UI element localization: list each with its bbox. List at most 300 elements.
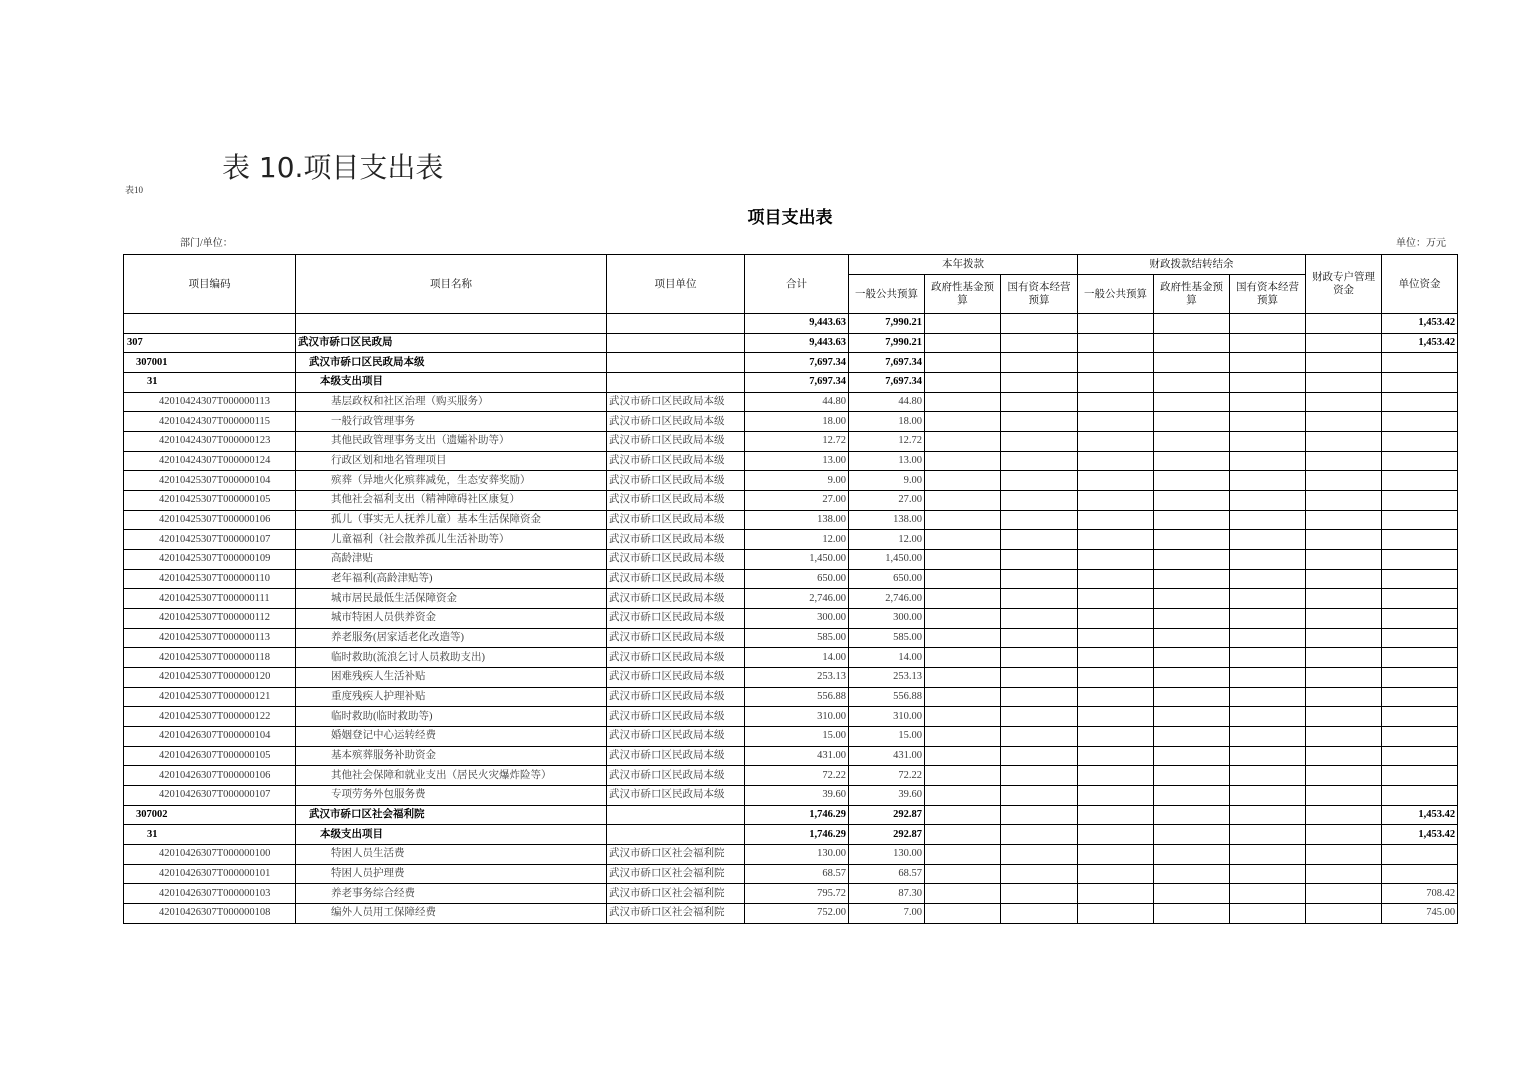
carryover-state-capital-cell [1230,491,1306,511]
special-account-funds-cell [1306,746,1382,766]
category-row [124,825,1458,845]
general-public-budget-cell: 12.00 [849,530,925,550]
project-name-cell: 养老事务综合经费 [296,884,607,904]
unit-funds-cell [1382,510,1458,530]
special-account-funds-cell [1306,353,1382,373]
total-amount-cell: 68.57 [745,864,849,884]
project-code-cell: 42010425307T000000120 [124,668,296,688]
carryover-gov-fund-cell [1154,412,1230,432]
special-account-funds-cell [1306,471,1382,491]
project-code-cell: 42010426307T000000107 [124,786,296,806]
carryover-general-public-cell [1078,373,1154,393]
project-row [124,392,1458,412]
header-row-top [124,255,1458,275]
project-name-cell: 本级支出项目 [296,373,607,393]
project-name-cell: 养老服务(居家适老化改造等) [296,628,607,648]
carryover-state-capital-cell [1230,864,1306,884]
carryover-state-capital-cell [1230,373,1306,393]
project-code-cell: 42010424307T000000113 [124,392,296,412]
unit-funds-cell [1382,786,1458,806]
header-total: 合计 [745,255,849,314]
general-public-budget-cell: 87.30 [849,884,925,904]
special-account-funds-cell [1306,825,1382,845]
special-account-funds-cell [1306,392,1382,412]
project-code-cell: 42010424307T000000123 [124,432,296,452]
carryover-state-capital-cell [1230,746,1306,766]
project-code-cell: 42010425307T000000122 [124,707,296,727]
carryover-state-capital-cell [1230,904,1306,924]
project-row [124,727,1458,747]
general-public-budget-cell: 7,697.34 [849,353,925,373]
project-name-cell: 编外人员用工保障经费 [296,904,607,924]
gov-fund-budget-cell [925,530,1001,550]
project-name-cell: 本级支出项目 [296,825,607,845]
header-state-capital-budget: 国有资本经营预算 [1001,275,1078,314]
carryover-state-capital-cell [1230,648,1306,668]
project-row [124,746,1458,766]
project-row [124,412,1458,432]
carryover-general-public-cell [1078,884,1154,904]
project-code-cell: 42010425307T000000106 [124,510,296,530]
gov-fund-budget-cell [925,668,1001,688]
special-account-funds-cell [1306,884,1382,904]
gov-fund-budget-cell [925,845,1001,865]
project-unit-cell: 武汉市硚口区民政局本级 [607,786,745,806]
special-account-funds-cell [1306,786,1382,806]
unit-funds-cell: 1,453.42 [1382,805,1458,825]
carryover-gov-fund-cell [1154,314,1230,334]
state-capital-budget-cell [1001,707,1078,727]
unit-funds-cell [1382,628,1458,648]
unit-funds-cell [1382,766,1458,786]
total-amount-cell: 752.00 [745,904,849,924]
state-capital-budget-cell [1001,904,1078,924]
project-unit-cell: 武汉市硚口区民政局本级 [607,471,745,491]
project-row [124,786,1458,806]
project-row [124,451,1458,471]
header-carryover-gov-fund-budget: 政府性基金预算 [1154,275,1230,314]
unit-funds-cell: 745.00 [1382,904,1458,924]
state-capital-budget-cell [1001,432,1078,452]
project-name-cell: 高龄津贴 [296,550,607,570]
special-account-funds-cell [1306,333,1382,353]
project-code-cell: 42010425307T000000118 [124,648,296,668]
total-amount-cell: 431.00 [745,746,849,766]
gov-fund-budget-cell [925,864,1001,884]
carryover-gov-fund-cell [1154,668,1230,688]
carryover-general-public-cell [1078,687,1154,707]
unit-funds-cell [1382,353,1458,373]
total-amount-cell: 39.60 [745,786,849,806]
header-carryover-state-capital-budget: 国有资本经营预算 [1230,275,1306,314]
special-account-funds-cell [1306,668,1382,688]
project-name-cell: 基层政权和社区治理（购买服务） [296,392,607,412]
project-name-cell: 老年福利(高龄津贴等) [296,569,607,589]
carryover-general-public-cell [1078,314,1154,334]
header-unit-funds: 单位资金 [1382,255,1458,314]
general-public-budget-cell: 39.60 [849,786,925,806]
general-public-budget-cell: 292.87 [849,805,925,825]
project-row [124,845,1458,865]
header-carryover-balance: 财政拨款结转结余 [1078,255,1306,275]
carryover-gov-fund-cell [1154,491,1230,511]
project-row [124,864,1458,884]
total-amount-cell: 1,746.29 [745,825,849,845]
total-amount-cell: 130.00 [745,845,849,865]
carryover-gov-fund-cell [1154,609,1230,629]
state-capital-budget-cell [1001,628,1078,648]
project-code-cell: 42010425307T000000121 [124,687,296,707]
state-capital-budget-cell [1001,550,1078,570]
gov-fund-budget-cell [925,687,1001,707]
carryover-general-public-cell [1078,471,1154,491]
special-account-funds-cell [1306,491,1382,511]
carryover-gov-fund-cell [1154,451,1230,471]
carryover-gov-fund-cell [1154,648,1230,668]
state-capital-budget-cell [1001,412,1078,432]
carryover-gov-fund-cell [1154,471,1230,491]
project-name-cell [296,314,607,334]
total-amount-cell: 650.00 [745,569,849,589]
unit-funds-cell [1382,550,1458,570]
carryover-state-capital-cell [1230,392,1306,412]
general-public-budget-cell: 7.00 [849,904,925,924]
general-public-budget-cell: 7,990.21 [849,333,925,353]
state-capital-budget-cell [1001,845,1078,865]
state-capital-budget-cell [1001,373,1078,393]
project-row [124,668,1458,688]
carryover-state-capital-cell [1230,884,1306,904]
total-amount-cell: 585.00 [745,628,849,648]
project-row [124,530,1458,550]
unit-funds-cell [1382,530,1458,550]
general-public-budget-cell: 44.80 [849,392,925,412]
general-public-budget-cell: 15.00 [849,727,925,747]
project-name-cell: 困难残疾人生活补贴 [296,668,607,688]
gov-fund-budget-cell [925,904,1001,924]
project-row [124,707,1458,727]
project-unit-cell [607,825,745,845]
general-public-budget-cell: 556.88 [849,687,925,707]
project-code-cell: 42010426307T000000100 [124,845,296,865]
special-account-funds-cell [1306,314,1382,334]
state-capital-budget-cell [1001,471,1078,491]
gov-fund-budget-cell [925,707,1001,727]
state-capital-budget-cell [1001,451,1078,471]
project-row [124,569,1458,589]
project-row [124,609,1458,629]
project-code-cell [124,314,296,334]
unit-funds-cell [1382,412,1458,432]
project-code-cell: 42010425307T000000104 [124,471,296,491]
gov-fund-budget-cell [925,628,1001,648]
project-code-cell: 42010426307T000000101 [124,864,296,884]
unit-funds-cell [1382,373,1458,393]
special-account-funds-cell [1306,412,1382,432]
table-title: 项目支出表 [747,208,833,227]
carryover-general-public-cell [1078,589,1154,609]
project-unit-cell [607,314,745,334]
project-row [124,628,1458,648]
total-amount-cell: 1,746.29 [745,805,849,825]
gov-fund-budget-cell [925,884,1001,904]
gov-fund-budget-cell [925,353,1001,373]
department-label: 部门/单位： [180,238,233,249]
project-name-cell: 专项劳务外包服务费 [296,786,607,806]
unit-funds-cell: 1,453.42 [1382,333,1458,353]
carryover-state-capital-cell [1230,569,1306,589]
gov-fund-budget-cell [925,569,1001,589]
general-public-budget-cell: 7,990.21 [849,314,925,334]
gov-fund-budget-cell [925,451,1001,471]
general-public-budget-cell: 9.00 [849,471,925,491]
state-capital-budget-cell [1001,333,1078,353]
gov-fund-budget-cell [925,373,1001,393]
total-amount-cell: 9,443.63 [745,333,849,353]
carryover-gov-fund-cell [1154,825,1230,845]
project-name-cell: 临时救助(临时救助等) [296,707,607,727]
total-amount-cell: 253.13 [745,668,849,688]
unit-funds-cell [1382,432,1458,452]
general-public-budget-cell: 585.00 [849,628,925,648]
carryover-state-capital-cell [1230,314,1306,334]
unit-funds-cell [1382,687,1458,707]
state-capital-budget-cell [1001,392,1078,412]
total-amount-cell: 1,450.00 [745,550,849,570]
carryover-general-public-cell [1078,904,1154,924]
special-account-funds-cell [1306,687,1382,707]
state-capital-budget-cell [1001,668,1078,688]
carryover-general-public-cell [1078,451,1154,471]
general-public-budget-cell: 650.00 [849,569,925,589]
project-unit-cell: 武汉市硚口区民政局本级 [607,569,745,589]
unit-funds-cell [1382,589,1458,609]
project-code-cell: 31 [124,825,296,845]
unit-funds-cell [1382,451,1458,471]
header-project-code: 项目编码 [124,255,296,314]
total-amount-cell: 138.00 [745,510,849,530]
project-code-cell: 42010424307T000000124 [124,451,296,471]
general-public-budget-cell: 300.00 [849,609,925,629]
carryover-state-capital-cell [1230,550,1306,570]
carryover-general-public-cell [1078,353,1154,373]
special-account-funds-cell [1306,766,1382,786]
project-name-cell: 儿童福利（社会散养孤儿生活补助等） [296,530,607,550]
total-amount-cell: 7,697.34 [745,353,849,373]
header-project-name: 项目名称 [296,255,607,314]
project-row [124,432,1458,452]
carryover-general-public-cell [1078,628,1154,648]
carryover-general-public-cell [1078,786,1154,806]
gov-fund-budget-cell [925,412,1001,432]
total-amount-cell: 44.80 [745,392,849,412]
carryover-state-capital-cell [1230,825,1306,845]
gov-fund-budget-cell [925,550,1001,570]
project-code-cell: 307002 [124,805,296,825]
unit-funds-cell [1382,471,1458,491]
project-name-cell: 其他社会保障和就业支出（居民火灾爆炸险等） [296,766,607,786]
currency-unit-label: 单位：万元 [1396,238,1446,249]
special-account-funds-cell [1306,510,1382,530]
state-capital-budget-cell [1001,864,1078,884]
gov-fund-budget-cell [925,432,1001,452]
general-public-budget-cell: 130.00 [849,845,925,865]
project-code-cell: 42010424307T000000115 [124,412,296,432]
gov-fund-budget-cell [925,609,1001,629]
project-unit-cell: 武汉市硚口区民政局本级 [607,746,745,766]
carryover-gov-fund-cell [1154,805,1230,825]
project-name-cell: 特困人员护理费 [296,864,607,884]
special-account-funds-cell [1306,648,1382,668]
total-amount-cell: 12.72 [745,432,849,452]
unit-funds-cell [1382,648,1458,668]
unit-funds-cell [1382,569,1458,589]
gov-fund-budget-cell [925,805,1001,825]
carryover-general-public-cell [1078,825,1154,845]
gov-fund-budget-cell [925,825,1001,845]
header-general-public-budget: 一般公共预算 [849,275,925,314]
carryover-general-public-cell [1078,510,1154,530]
carryover-state-capital-cell [1230,451,1306,471]
carryover-gov-fund-cell [1154,727,1230,747]
special-account-funds-cell [1306,727,1382,747]
carryover-general-public-cell [1078,530,1154,550]
carryover-gov-fund-cell [1154,707,1230,727]
general-public-budget-cell: 2,746.00 [849,589,925,609]
total-amount-cell: 15.00 [745,727,849,747]
project-unit-cell: 武汉市硚口区民政局本级 [607,668,745,688]
total-amount-cell: 9,443.63 [745,314,849,334]
project-row [124,550,1458,570]
grand-total-row [124,314,1458,334]
project-row [124,510,1458,530]
carryover-state-capital-cell [1230,589,1306,609]
carryover-state-capital-cell [1230,668,1306,688]
state-capital-budget-cell [1001,530,1078,550]
project-unit-cell: 武汉市硚口区社会福利院 [607,845,745,865]
project-row [124,471,1458,491]
gov-fund-budget-cell [925,589,1001,609]
state-capital-budget-cell [1001,746,1078,766]
special-account-funds-cell [1306,550,1382,570]
carryover-gov-fund-cell [1154,392,1230,412]
project-unit-cell: 武汉市硚口区民政局本级 [607,589,745,609]
project-code-cell: 42010426307T000000103 [124,884,296,904]
carryover-gov-fund-cell [1154,786,1230,806]
project-name-cell: 行政区划和地名管理项目 [296,451,607,471]
project-unit-cell [607,333,745,353]
general-public-budget-cell: 18.00 [849,412,925,432]
carryover-state-capital-cell [1230,333,1306,353]
project-name-cell: 特困人员生活费 [296,845,607,865]
gov-fund-budget-cell [925,786,1001,806]
unit-funds-cell [1382,746,1458,766]
gov-fund-budget-cell [925,766,1001,786]
general-public-budget-cell: 68.57 [849,864,925,884]
department-row [124,333,1458,353]
total-amount-cell: 27.00 [745,491,849,511]
state-capital-budget-cell [1001,766,1078,786]
carryover-gov-fund-cell [1154,766,1230,786]
project-code-cell: 42010425307T000000107 [124,530,296,550]
total-amount-cell: 18.00 [745,412,849,432]
project-unit-cell: 武汉市硚口区民政局本级 [607,412,745,432]
project-name-cell: 临时救助(流浪乞讨人员救助支出) [296,648,607,668]
project-unit-cell: 武汉市硚口区民政局本级 [607,491,745,511]
state-capital-budget-cell [1001,353,1078,373]
carryover-general-public-cell [1078,746,1154,766]
state-capital-budget-cell [1001,687,1078,707]
project-unit-cell: 武汉市硚口区民政局本级 [607,609,745,629]
project-name-cell: 重度残疾人护理补贴 [296,687,607,707]
unit-funds-cell: 1,453.42 [1382,314,1458,334]
special-account-funds-cell [1306,864,1382,884]
header-project-unit: 项目单位 [607,255,745,314]
project-name-cell: 城市居民最低生活保障资金 [296,589,607,609]
project-code-cell: 42010426307T000000105 [124,746,296,766]
state-capital-budget-cell [1001,609,1078,629]
carryover-state-capital-cell [1230,412,1306,432]
carryover-general-public-cell [1078,550,1154,570]
project-code-cell: 42010425307T000000111 [124,589,296,609]
carryover-state-capital-cell [1230,353,1306,373]
special-account-funds-cell [1306,805,1382,825]
unit-row [124,353,1458,373]
carryover-general-public-cell [1078,707,1154,727]
document-heading: 表 10.项目支出表 [222,151,444,184]
carryover-general-public-cell [1078,569,1154,589]
carryover-gov-fund-cell [1154,510,1230,530]
unit-funds-cell [1382,668,1458,688]
project-unit-cell [607,373,745,393]
project-unit-cell [607,353,745,373]
header-carryover-general-public-budget: 一般公共预算 [1078,275,1154,314]
table-header [124,255,1458,314]
carryover-general-public-cell [1078,609,1154,629]
carryover-gov-fund-cell [1154,845,1230,865]
total-amount-cell: 2,746.00 [745,589,849,609]
gov-fund-budget-cell [925,471,1001,491]
general-public-budget-cell: 292.87 [849,825,925,845]
unit-funds-cell [1382,609,1458,629]
project-unit-cell: 武汉市硚口区民政局本级 [607,766,745,786]
state-capital-budget-cell [1001,569,1078,589]
carryover-general-public-cell [1078,432,1154,452]
project-row [124,589,1458,609]
project-row [124,884,1458,904]
project-name-cell: 一般行政管理事务 [296,412,607,432]
general-public-budget-cell: 13.00 [849,451,925,471]
project-row [124,904,1458,924]
special-account-funds-cell [1306,904,1382,924]
special-account-funds-cell [1306,707,1382,727]
project-unit-cell: 武汉市硚口区民政局本级 [607,727,745,747]
special-account-funds-cell [1306,845,1382,865]
header-current-year-allocation: 本年拨款 [849,255,1078,275]
state-capital-budget-cell [1001,884,1078,904]
carryover-general-public-cell [1078,727,1154,747]
project-code-cell: 42010425307T000000110 [124,569,296,589]
state-capital-budget-cell [1001,510,1078,530]
project-code-cell: 42010425307T000000109 [124,550,296,570]
carryover-general-public-cell [1078,864,1154,884]
project-name-cell: 婚姻登记中心运转经费 [296,727,607,747]
general-public-budget-cell: 253.13 [849,668,925,688]
state-capital-budget-cell [1001,314,1078,334]
total-amount-cell: 7,697.34 [745,373,849,393]
carryover-state-capital-cell [1230,707,1306,727]
general-public-budget-cell: 1,450.00 [849,550,925,570]
